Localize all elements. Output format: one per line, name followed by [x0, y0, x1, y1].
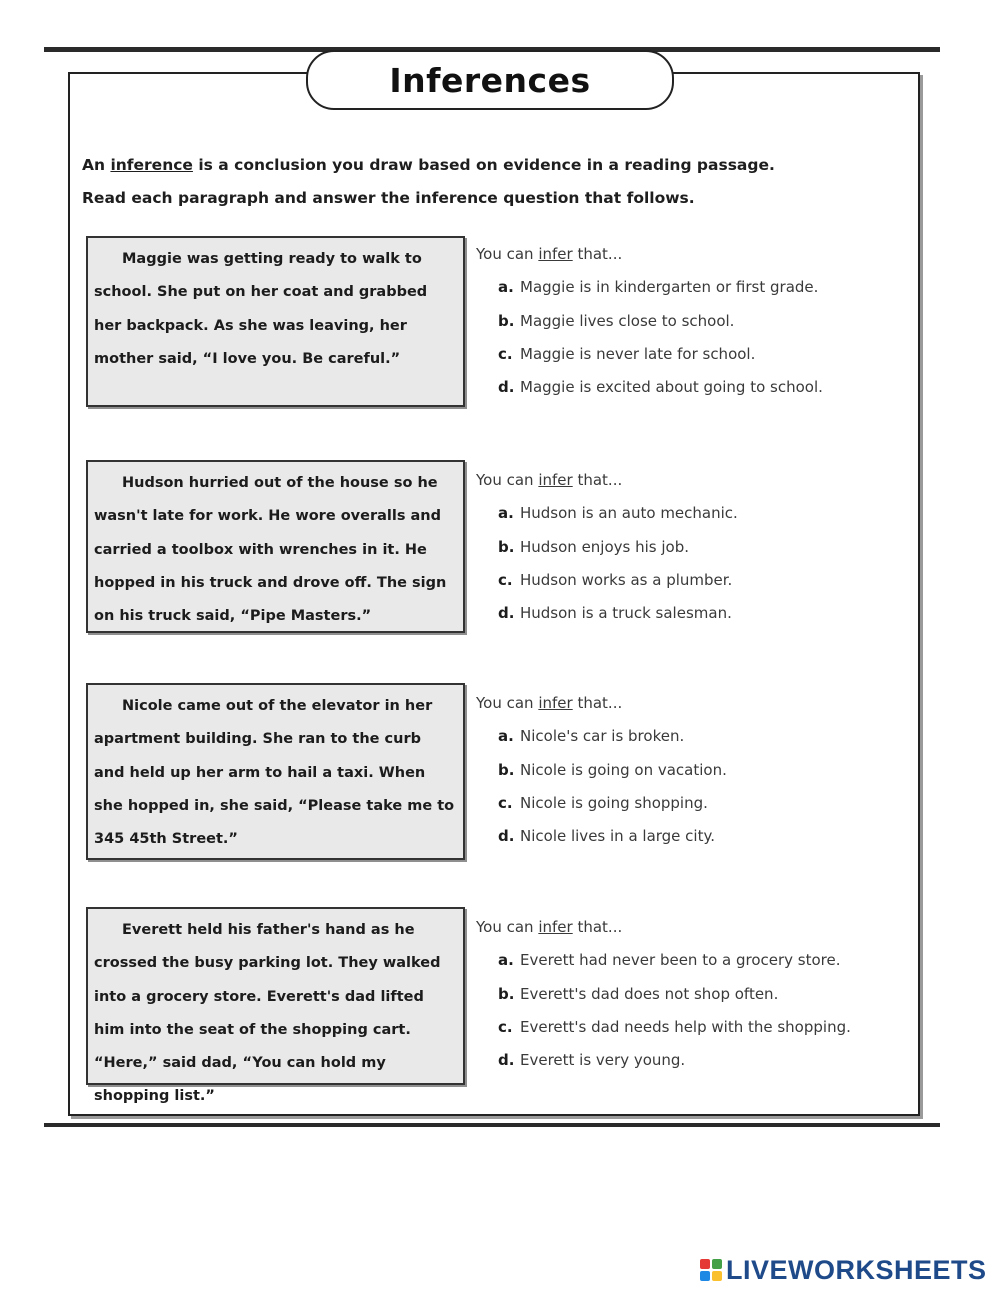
logo-text: LIVEWORKSHEETS [726, 1254, 987, 1285]
passage-box-maggie [86, 236, 465, 407]
answer-option-a[interactable]: a. Hudson is an auto mechanic. [498, 504, 738, 523]
answer-option-d[interactable]: d. Maggie is excited about going to school. [498, 378, 823, 397]
liveworksheets-logo[interactable] [700, 1256, 987, 1284]
intro-line-2: Read each paragraph and answer the inference question that follows. [82, 189, 695, 207]
question-prompt: You can infer that... [476, 694, 623, 712]
question-prompt: You can infer that... [476, 918, 623, 936]
passage-text: Nicole came out of the elevator in her apartment building. She ran to the curb and held up her arm to hail a taxi. When she hopped in, she said, “Please take me to 345 45th Street.” [94, 698, 455, 848]
answer-option-b[interactable]: b. Maggie lives close to school. [498, 311, 735, 330]
passage-text: Everett held his father's hand as he crossed the busy parking lot. They walked into a grocery store. Everett's dad lifted him into the seat of the shopping cart. “Here,” said dad, “You can hold my shopping list.” [94, 922, 441, 1105]
logo-block-1 [700, 1259, 710, 1269]
answer-option-d[interactable]: d. Hudson is a truck salesman. [498, 604, 732, 623]
logo-block-2 [712, 1259, 722, 1269]
intro-suffix: is a conclusion you draw based on evidence in a reading passage. [192, 156, 775, 174]
answer-option-d[interactable]: d. Nicole lives in a large city. [498, 827, 715, 846]
logo-blocks-icon [700, 1259, 722, 1281]
passage-box-nicole [86, 683, 465, 860]
question-block-hudson [476, 464, 738, 630]
answer-option-a[interactable]: a. Maggie is in kindergarten or first grade. [498, 278, 819, 297]
passage-text: Hudson hurried out of the house so he wasn't late for work. He wore overalls and carried a toolbox with wrenches in it. He hopped in his truck and drove off. The sign on his truck said, “Pipe Masters.” [94, 475, 447, 625]
title-tab [306, 50, 674, 110]
answer-option-b[interactable]: b. Nicole is going on vacation. [498, 760, 727, 779]
intro-prefix: An [82, 156, 111, 174]
passage-box-hudson [86, 460, 465, 633]
answer-option-c[interactable]: c. Hudson works as a plumber. [498, 570, 733, 589]
answer-option-c[interactable]: c. Nicole is going shopping. [498, 793, 708, 812]
page-title: Inferences [389, 60, 591, 100]
answer-option-b[interactable]: b. Everett's dad does not shop often. [498, 984, 779, 1003]
logo-block-4 [712, 1271, 722, 1281]
passage-box-everett [86, 907, 465, 1105]
answer-option-c[interactable]: c. Maggie is never late for school. [498, 344, 756, 363]
passage-text: Maggie was getting ready to walk to school. She put on her coat and grabbed her backpack. As she was leaving, her mother said, “I love you. Be careful.” [94, 251, 428, 367]
question-prompt: You can infer that... [476, 471, 623, 489]
question-block-everett [476, 911, 851, 1077]
answer-option-d[interactable]: d. Everett is very young. [498, 1051, 686, 1070]
question-block-nicole [476, 687, 727, 853]
question-block-maggie [476, 238, 823, 404]
answer-option-c[interactable]: c. Everett's dad needs help with the shopping. [498, 1017, 851, 1036]
answer-option-b[interactable]: b. Hudson enjoys his job. [498, 537, 690, 556]
intro-line-1 [82, 156, 775, 174]
answer-option-a[interactable]: a. Everett had never been to a grocery store. [498, 951, 841, 970]
question-prompt: You can infer that... [476, 245, 623, 263]
logo-block-3 [700, 1271, 710, 1281]
intro-term: inference [110, 156, 193, 174]
bottom-rule [44, 1123, 940, 1127]
answer-option-a[interactable]: a. Nicole's car is broken. [498, 727, 685, 746]
